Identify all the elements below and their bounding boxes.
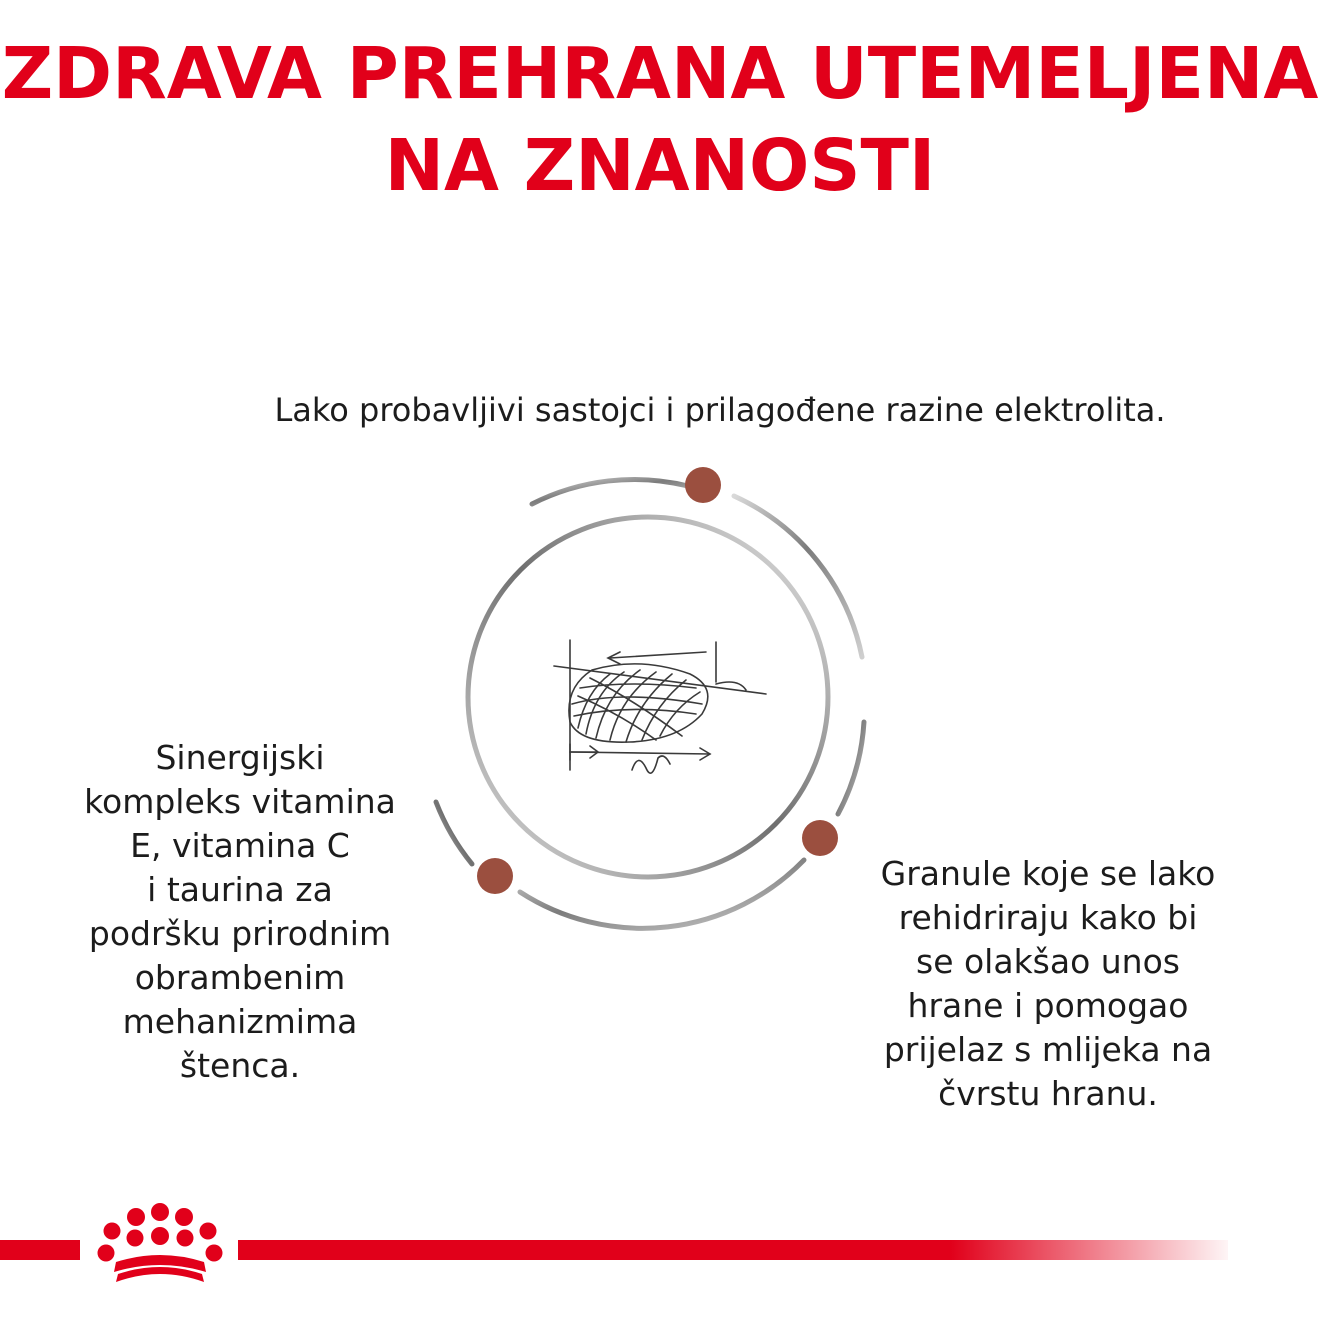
headline-line-2: NA ZNANOSTI: [384, 124, 936, 207]
benefit-left-line: E, vitamina C: [130, 826, 350, 865]
benefit-left-line: obrambenim: [134, 958, 346, 997]
benefit-dot-left: [477, 858, 513, 894]
benefit-right-line: čvrstu hranu.: [938, 1074, 1158, 1113]
outer-arc-left: [436, 802, 472, 864]
outer-arc-right-lower: [838, 722, 864, 814]
benefit-rehydration: [856, 852, 1240, 1116]
footer-brand-band: [0, 1200, 1320, 1300]
benefit-antioxidants: [60, 736, 420, 1088]
outer-arc-top: [532, 479, 688, 504]
brand-stripe-right: [238, 1240, 1228, 1260]
brand-stripe-left: [0, 1240, 80, 1260]
benefit-dot-top: [685, 467, 721, 503]
benefit-left-line: kompleks vitamina: [84, 782, 396, 821]
outer-arc-right: [734, 496, 862, 657]
headline-line-1: ZDRAVA PREHRANA UTEMELJENA: [1, 32, 1319, 115]
outer-arc-bottom: [520, 860, 804, 928]
benefit-left-line: mehanizmima: [122, 1002, 358, 1041]
benefit-right-line: rehidriraju kako bi: [898, 898, 1198, 937]
royal-crown-icon: [98, 1203, 223, 1282]
kibble-sketch-icon: [554, 640, 766, 773]
benefit-right-line: se olakšao unos: [916, 942, 1180, 981]
benefit-right-line: Granule koje se lako: [880, 854, 1216, 893]
benefit-right-line: hrane i pomogao: [907, 986, 1189, 1025]
benefit-left-line: i taurina za: [147, 870, 333, 909]
benefit-left-line: podršku prirodnim: [88, 914, 392, 953]
benefit-diagram: [420, 452, 890, 932]
benefit-digestibility: Lako probavljivi sastojci i prilagođene razine elektrolita.: [274, 391, 1166, 429]
benefit-right-line: prijelaz s mlijeka na: [883, 1030, 1213, 1069]
benefit-left-line: štenca.: [179, 1046, 301, 1085]
benefit-left-line: Sinergijski: [155, 738, 325, 777]
benefit-dot-right: [802, 820, 838, 856]
headline: [0, 28, 1320, 212]
